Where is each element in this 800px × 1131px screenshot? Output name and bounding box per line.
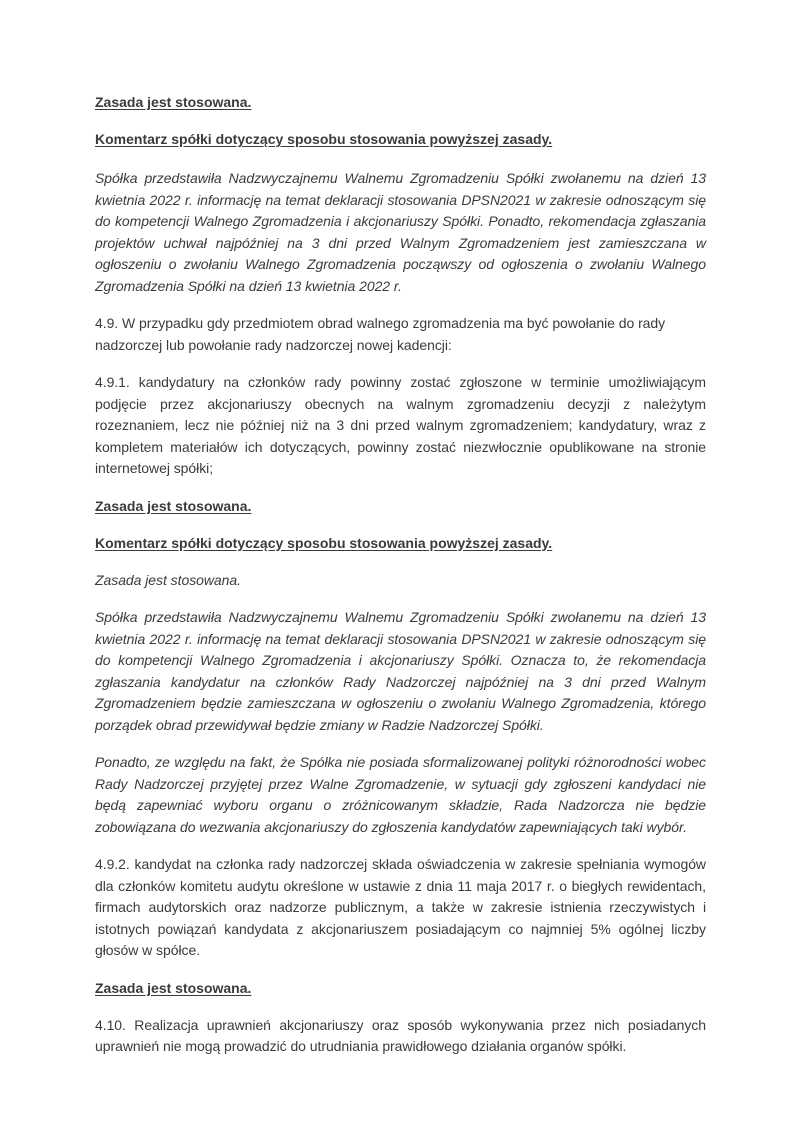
spacer [95,591,706,607]
spacer [95,999,706,1015]
paragraph-ponadto-polityka-roznorodnosci: Ponadto, ze względu na fakt, że Spółka nie posiada sformalizowanej polityki różnorodności wobec Rady Nadzorczej przyjętej przez Walne Zgromadzenie, w sytuacji gdy zgłoszeni kandydaci nie będą zapewniać wyboru organu o zróżnicowanym składzie, Rada Nadzorcza nie będzie zobowiązana do wezwania akcjonariuszy do zgłoszenia kandydatów zapewniających taki wybór. [95,754,706,835]
paragraph-komentarz-body-1: Spółka przedstawiła Nadzwyczajnemu Walnemu Zgromadzeniu Spółki zwołanemu na dzień 13 kwietnia 2022 r. informację na temat deklaracji stosowania DPSN2021 w zakresie odnoszącym się do kompetencji Walnego Zgromadzenia i akcjonariuszy Spółki. Ponadto, rekomendacja zgłaszania projektów uchwał najpóźniej na 3 dni przed Walnym Zgromadzeniem jest zamieszczana w ogłoszeniu o zwołaniu Walnego Zgromadzenia począwszy od ogłoszenia o zwołaniu Walnego Zgromadzenia Spółki na dzień 13 kwietnia 2022 r. [95,170,706,294]
spacer [95,838,706,854]
spacer [95,480,706,496]
paragraph-komentarz-body-2: Spółka przedstawiła Nadzwyczajnemu Walnemu Zgromadzeniu Spółki zwołanemu na dzień 13 kwietnia 2022 r. informację na temat deklaracji stosowania DPSN2021 w zakresie odnoszącym się do kompetencji Walnego Zgromadzenia i akcjonariuszy Spółki. Oznacza to, że rekomendacja zgłaszania kandydatur na członków Rady Nadzorczej najpóźniej na 3 dni przed Walnym Zgromadzeniem będzie zamieszczana w ogłoszeniu o zwołaniu Walnego Zgromadzenia, którego porządek obrad przewidywał będzie zmiany w Radzie Nadzorczej Spółki. [95,609,706,733]
spacer [95,736,706,752]
document-body [95,92,706,1058]
spacer [95,554,706,570]
heading-zasada-jest-stosowana-3: Zasada jest stosowana. [95,979,252,996]
spacer [95,297,706,313]
paragraph-zasada-jest-stosowana-italic: Zasada jest stosowana. [95,571,241,588]
paragraph-4-9-1: 4.9.1. kandydatury na członków rady powinny zostać zgłoszone w terminie umożliwiającym podjęcie przez akcjonariuszy obecnych na walnym zgromadzeniu decyzji z należytym rozeznaniem, lecz nie później niż na 3 dni przed walnym zgromadzeniem; kandydatury, wraz z kompletem materiałów ich dotyczących, powinny zostać niezwłocznie opublikowane na stronie internetowej spółki; [95,374,706,476]
heading-zasada-jest-stosowana-2: Zasada jest stosowana. [95,497,252,514]
spacer [95,517,706,533]
paragraph-4-9: 4.9. W przypadku gdy przedmiotem obrad walnego zgromadzenia ma być powołanie do rady nadzorczej lub powołanie rady nadzorczej nowej kadencji: [95,315,666,353]
spacer [95,356,706,372]
heading-komentarz-spolki-2: Komentarz spółki dotyczący sposobu stosowania powyższej zasady. [95,534,553,551]
spacer [95,962,706,978]
heading-komentarz-spolki-1: Komentarz spółki dotyczący sposobu stosowania powyższej zasady. [95,131,553,147]
heading-zasada-jest-stosowana-1: Zasada jest stosowana. [95,94,252,110]
paragraph-4-9-2: 4.9.2. kandydat na członka rady nadzorczej składa oświadczenia w zakresie spełniania wymogów dla członków komitetu audytu określone w ustawie z dnia 11 maja 2017 r. o biegłych rewidentach, firmach audytorskich oraz nadzorze publicznym, a także w zakresie istnienia rzeczywistych i istotnych powiązań kandydata z akcjonariuszem posiadającym co najmniej 5% ogólnej liczby głosów w spółce. [95,856,706,958]
spacer [95,113,706,129]
spacer [95,150,706,168]
paragraph-4-10: 4.10. Realizacja uprawnień akcjonariuszy oraz sposób wykonywania przez nich posiadanych uprawnień nie mogą prowadzić do utrudniania prawidłowego działania organów spółki. [95,1016,706,1054]
